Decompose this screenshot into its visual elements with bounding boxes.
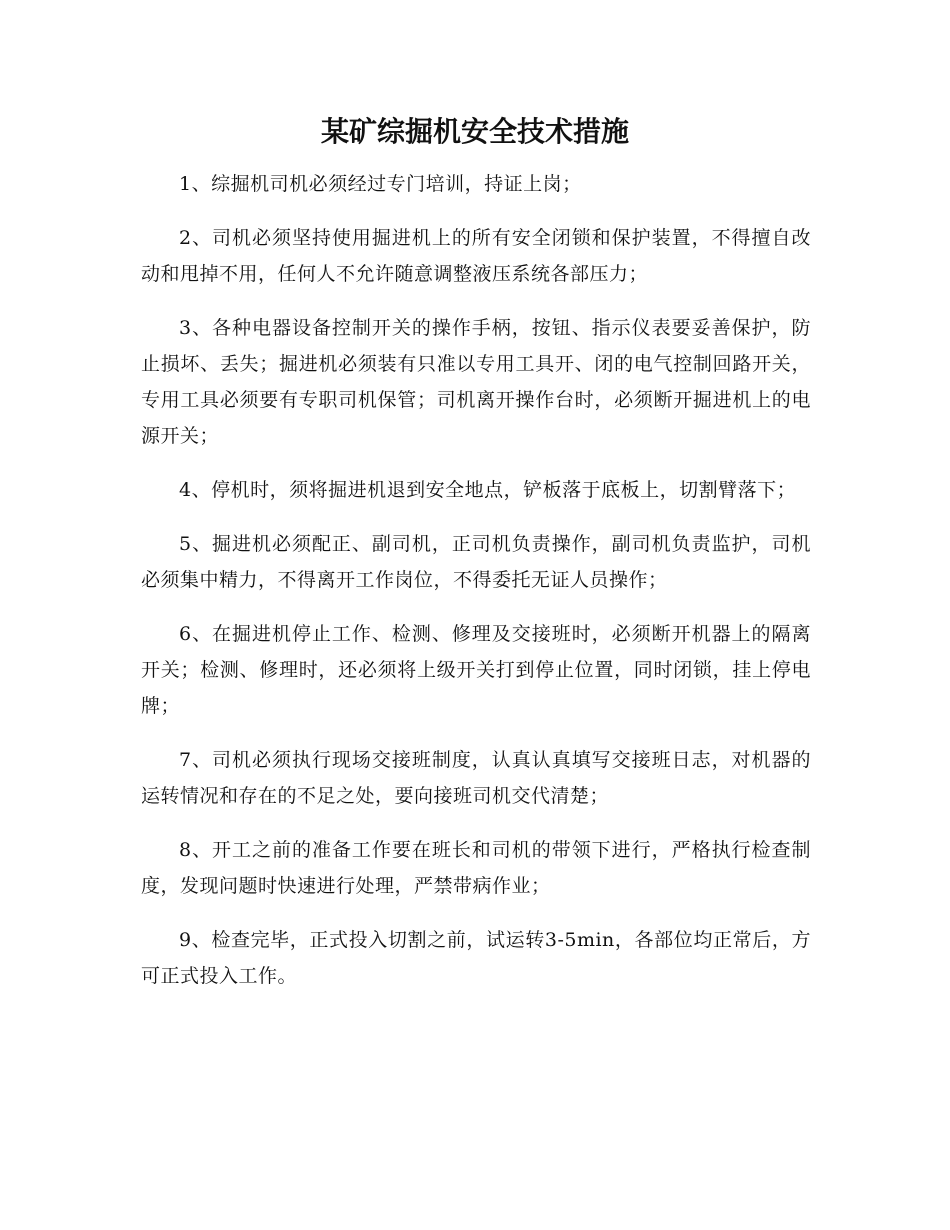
paragraph-5: 5、掘进机必须配正、副司机，正司机负责操作，副司机负责监护，司机必须集中精力，不得离开工作岗位，不得委托无证人员操作； <box>141 533 811 591</box>
document-body <box>141 166 811 1012</box>
paragraph-6: 6、在掘进机停止工作、检测、修理及交接班时，必须断开机器上的隔离开关；检测、修理时，还必须将上级开关打到停止位置，同时闭锁，挂上停电牌； <box>141 623 811 717</box>
paragraph-2: 2、司机必须坚持使用掘进机上的所有安全闭锁和保护装置，不得擅自改动和甩掉不用，任何人不允许随意调整液压系统各部压力； <box>141 227 811 285</box>
paragraph-3: 3、各种电器设备控制开关的操作手柄，按钮、指示仪表要妥善保护，防止损坏、丢失；掘进机必须装有只准以专用工具开、闭的电气控制回路开关，专用工具必须要有专职司机保管；司机离开操作台时，必须断开掘进机上的电源开关； <box>141 317 811 447</box>
paragraph-7: 7、司机必须执行现场交接班制度，认真认真填写交接班日志，对机器的运转情况和存在的不足之处，要向接班司机交代清楚； <box>141 749 811 807</box>
document-title: 某矿综掘机安全技术措施 <box>320 115 629 148</box>
paragraph-8: 8、开工之前的准备工作要在班长和司机的带领下进行，严格执行检查制度，发现问题时快速进行处理，严禁带病作业； <box>141 839 811 897</box>
paragraph-1: 1、综掘机司机必须经过专门培训，持证上岗； <box>179 173 582 195</box>
paragraph-9: 9、检查完毕，正式投入切割之前，试运转3-5min，各部位均正常后，方可正式投入工作。 <box>141 929 811 987</box>
paragraph-4: 4、停机时，须将掘进机退到安全地点，铲板落于底板上，切割臂落下； <box>179 479 797 501</box>
